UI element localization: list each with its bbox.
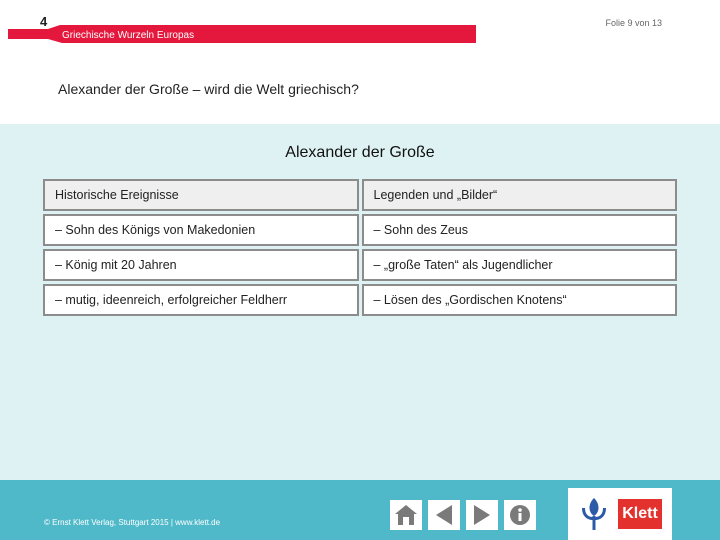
table-header-row [43, 179, 677, 211]
info-button[interactable] [504, 500, 536, 530]
previous-icon [431, 503, 457, 527]
chapter-title: Griechische Wurzeln Europas [62, 30, 195, 41]
previous-slide-button[interactable] [428, 500, 460, 530]
table-cell: – „große Taten“ als Jugendlicher [362, 249, 678, 281]
content-area [0, 124, 720, 480]
chapter-header-bar [8, 25, 476, 47]
table-header-cell: Historische Ereignisse [43, 179, 359, 211]
table-row [43, 214, 677, 246]
slide-subtitle: Alexander der Große – wird die Welt griechisch? [58, 81, 359, 97]
table-header-cell: Legenden und „Bilder“ [362, 179, 678, 211]
comparison-table [43, 179, 677, 319]
table-cell: – Lösen des „Gordischen Knotens“ [362, 284, 678, 316]
next-icon [469, 503, 495, 527]
slide-number: 4 [40, 14, 48, 29]
table-row [43, 284, 677, 316]
table-cell: – mutig, ideenreich, erfolgreicher Feldherr [43, 284, 359, 316]
table-cell: – Sohn des Königs von Makedonien [43, 214, 359, 246]
copyright-text: © Ernst Klett Verlag, Stuttgart 2015 | www.klett.de [44, 518, 221, 527]
footer [0, 480, 720, 540]
table-row [43, 249, 677, 281]
table-title: Alexander der Große [285, 144, 435, 161]
klett-wordmark: Klett [618, 499, 662, 529]
klett-logo [568, 488, 672, 540]
table-cell: – Sohn des Zeus [362, 214, 678, 246]
next-slide-button[interactable] [466, 500, 498, 530]
table-cell: – König mit 20 Jahren [43, 249, 359, 281]
klett-emblem-icon [574, 494, 614, 534]
home-icon [393, 503, 419, 527]
slide-counter: Folie 9 von 13 [605, 18, 662, 28]
info-icon [507, 503, 533, 527]
home-button[interactable] [390, 500, 422, 530]
